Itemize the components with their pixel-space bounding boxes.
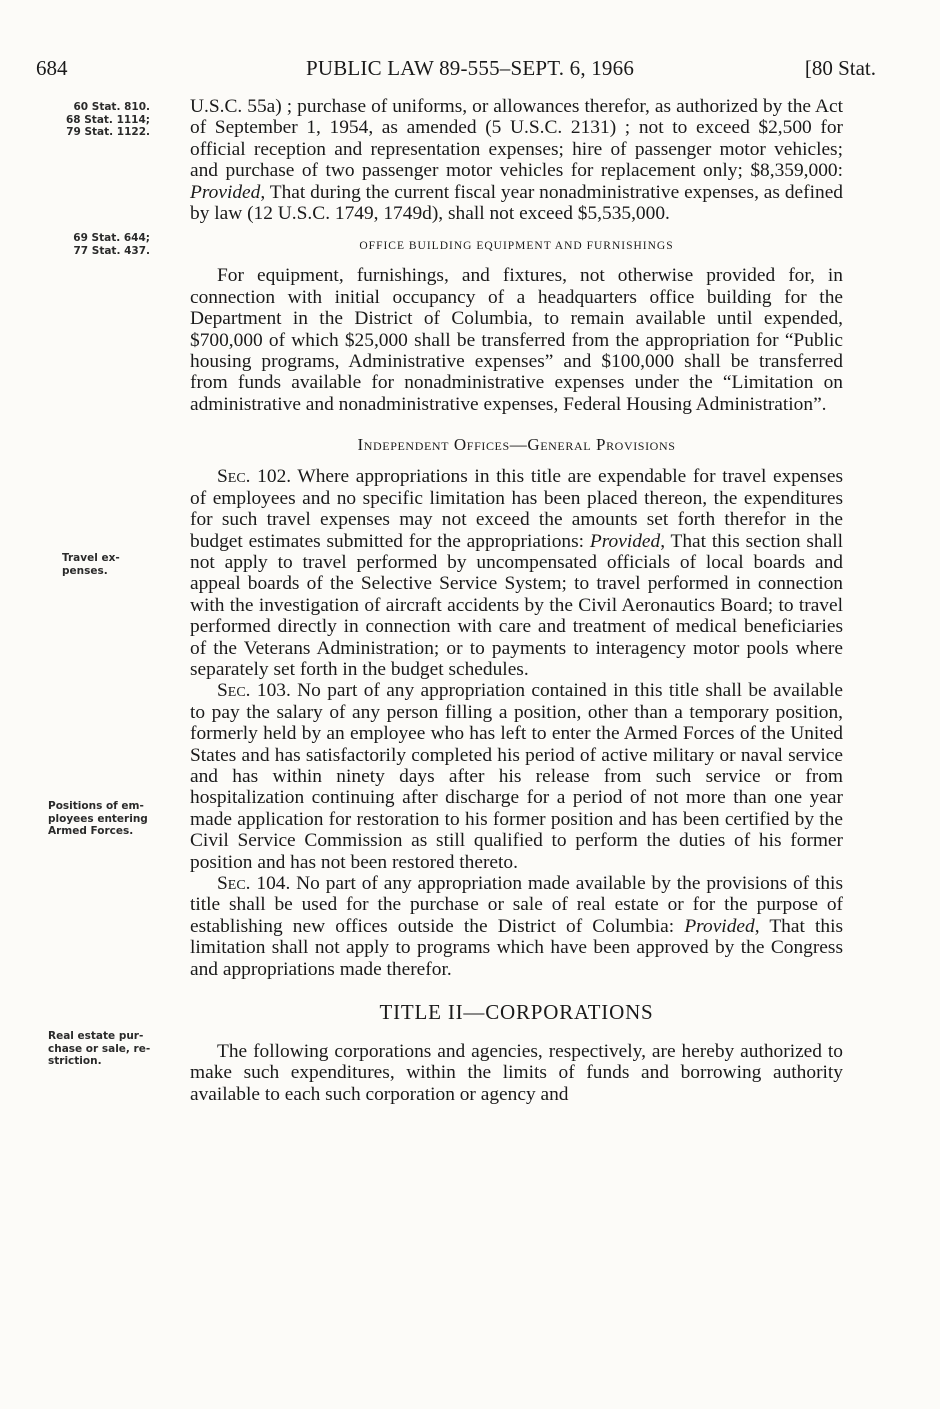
paragraph-equipment: For equipment, furnishings, and fixtures, not otherwise provided for, in connection with initial occupancy of a headquarters office building for the Department in the District of Columbia, to remain available until expended, $700,000 of which $25,000 shall be transferred from the appropriation for “Public housing programs, Administrative expenses” and $100,000 shall be transferred from funds available for nonadministrative expenses under the “Limitation on administrative and nonadministrative expenses, Federal Housing Administration”. — [190, 265, 843, 415]
paragraph-corporations: The following corporations and agencies, respectively, are hereby authorized to make such expenditures, within the limits of funds and borrowing authority available to each such corporation or agency and — [190, 1041, 843, 1105]
section-102: Sec. 102. Where appropriations in this title are expendable for travel expenses of employees and no specific limitation has been placed thereon, the expenditures for such travel expenses may not exceed the amounts set forth therefor in the budget estimates submitted for the appropriations: Provided, That this section shall not apply to travel performed by uncompensated officials of local boards and appeal boards of the Selective Service System; to travel performed in connection with the investigation of aircraft accidents by the Civil Aeronautics Board; to travel performed directly in connection with care and treatment of medical beneficiaries of the Veterans Administration; or to payments to interagency motor pools where separately set forth in the budget schedules. — [190, 466, 843, 680]
body-text — [190, 96, 843, 1105]
margin-note-stat-1: 60 Stat. 810. 68 Stat. 1114; 79 Stat. 1122. — [65, 101, 150, 139]
heading-general-provisions: Independent Offices—General Provisions — [357, 435, 676, 455]
paragraph-continuation: U.S.C. 55a) ; purchase of uniforms, or allowances therefor, as authorized by the Act of September 1, 1954, as amended (5 U.S.C. 2131) ; not to exceed $2,500 for official reception and representation expenses; hire of passenger motor vehicles; and purchase of two passenger motor vehicles for replacement only; $8,359,000: Provided, That during the current fiscal year nonadministrative expenses, as defined by law (12 U.S.C. 1749, 1749d), shall not exceed $5,535,000. — [190, 96, 843, 225]
heading-title-ii: TITLE II—CORPORATIONS — [379, 1000, 654, 1025]
stat-reference: [80 Stat. — [804, 56, 876, 80]
margin-note-positions: Positions of em- ployees entering Armed Forces. — [48, 800, 148, 838]
section-103: Sec. 103. No part of any appropriation contained in this title shall be available to pay the salary of any person filling a position, other than a temporary position, formerly held by an employee who has left to enter the Armed Forces of the United States and has satisfactorily completed his period of active military or naval service and has within ninety days after his release from such service or from hospitalization continuing after discharge for a period of not more than one year made application for restoration to his former position and has been certified by the Civil Service Commission as still qualified to perform the duties of his former position and has not been restored thereto. — [190, 680, 843, 873]
running-title: PUBLIC LAW 89-555–SEPT. 6, 1966 — [305, 56, 635, 80]
heading-office-building: OFFICE BUILDING EQUIPMENT AND FURNISHINGS — [359, 240, 674, 253]
margin-note-stat-2: 69 Stat. 644; 77 Stat. 437. — [73, 232, 150, 257]
margin-note-travel: Travel ex- penses. — [62, 552, 120, 577]
page-header — [0, 56, 940, 86]
section-104: Sec. 104. No part of any appropriation made available by the provisions of this title shall be used for the purchase or sale of real estate or for the purpose of establishing new offices outside the District of Columbia: Provided, That this limitation shall not apply to programs which have been approved by the Congress and appropriations made therefor. — [190, 873, 844, 980]
margin-note-real-estate: Real estate pur- chase or sale, re- striction. — [48, 1030, 151, 1068]
page-number: 684 — [36, 56, 68, 80]
